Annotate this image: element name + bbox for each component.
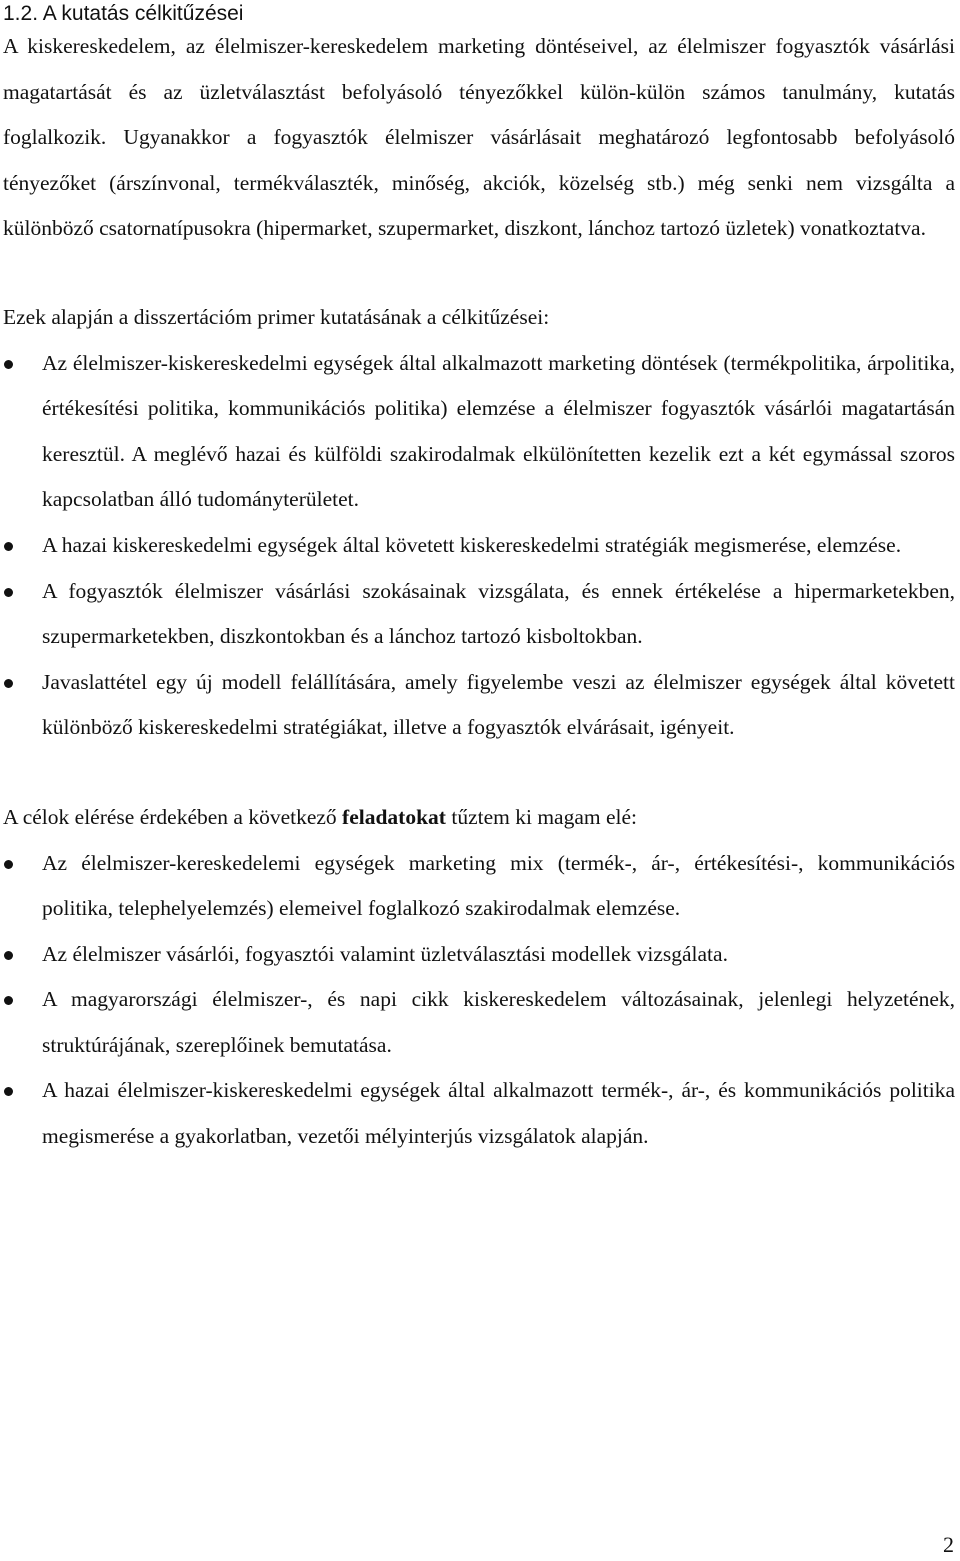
bullet-icon [4,996,13,1005]
objective-item [3,523,955,569]
objectives-list [3,341,955,751]
bullet-icon [4,679,13,688]
bullet-icon [4,588,13,597]
task-text: A magyarországi élelmiszer-, és napi cikk kiskereskedelem változásainak, jelenlegi helyzetének, struktúrájának, szereplőinek bemutatása. [42,987,955,1057]
document-page [3,0,955,1160]
tasks-intro-before: A célok elérése érdekében a következő [3,804,343,829]
task-item [3,932,955,978]
bullet-icon [4,542,13,551]
objective-item [3,660,955,751]
task-item [3,1068,955,1159]
task-text: Az élelmiszer-kereskedelemi egységek marketing mix (termék-, ár-, értékesítési-, kommunikációs politika, telephelyelemzés) elemeivel foglalkozó szakirodalmak elemzése. [42,850,955,921]
tasks-list [3,841,955,1160]
bullet-icon [4,951,13,960]
paragraph-spacer [3,252,955,295]
tasks-intro-after: tűztem ki magam elé: [445,804,638,829]
objective-text: A hazai kiskereskedelmi egységek által követett kiskereskedelmi stratégiák megismerése, elemzése. [42,532,902,557]
objective-text: Az élelmiszer-kiskereskedelmi egységek által alkalmazott marketing döntések (termékpolitika, árpolitika, értékesítési politika, kommunikációs politika) elemzése a élelmiszer fogyasztók vásárlói magatartásán keresztül. A meglévő hazai és külföldi szakirodalmak elkülönítetten kezelik ezt a két egymással szoros kapcsolatban álló tudományterületet. [42,350,955,512]
task-item [3,977,955,1068]
task-item [3,841,955,932]
bullet-icon [4,860,13,869]
paragraph-spacer [3,751,955,795]
intro-paragraph: A kiskereskedelem, az élelmiszer-kereskedelem marketing döntéseivel, az élelmiszer fogyasztók vásárlási magatartását és az üzletválasztást befolyásoló tényezőkkel külön-külön számos tanulmány, kutatás foglalkozik. Ugyanakkor a fogyasztók élelmiszer vásárlásait meghatározó legfontosabb befolyásoló tényezőket (árszínvonal, termékválaszték, minőség, akciók, közelség stb.) még senki nem vizsgálta a különböző csatornatípusokra (hipermarket, szupermarket, diszkont, lánchoz tartozó üzletek) vonatkoztatva. [3,34,955,241]
objective-text: Javaslattétel egy új modell felállítására, amely figyelembe veszi az élelmiszer egységek által követett különböző kiskereskedelmi stratégiákat, illetve a fogyasztók elvárásait, igényeit. [42,669,955,740]
section-heading: 1.2. A kutatás célkitűzései [3,2,244,25]
tasks-intro-bold: feladatokat [342,804,446,829]
page-number: 2 [943,1532,954,1557]
tasks-intro [3,795,955,841]
bullet-icon [4,1087,13,1096]
task-text: Az élelmiszer vásárlói, fogyasztói valamint üzletválasztási modellek vizsgálata. [42,941,728,966]
bullet-icon [4,360,13,369]
objectives-intro: Ezek alapján a disszertációm primer kutatásának a célkitűzései: [3,304,550,329]
objective-item [3,569,955,660]
task-text: A hazai élelmiszer-kiskereskedelmi egységek által alkalmazott termék-, ár-, és kommunikációs politika megismerése a gyakorlatban, vezetői mélyinterjús vizsgálatok alapján. [42,1078,955,1149]
objective-text: A fogyasztók élelmiszer vásárlási szokásainak vizsgálata, és ennek értékelése a hipermarketekben, szupermarketekben, diszkontokban és a lánchoz tartozó kisboltokban. [42,578,955,649]
objective-item [3,341,955,523]
